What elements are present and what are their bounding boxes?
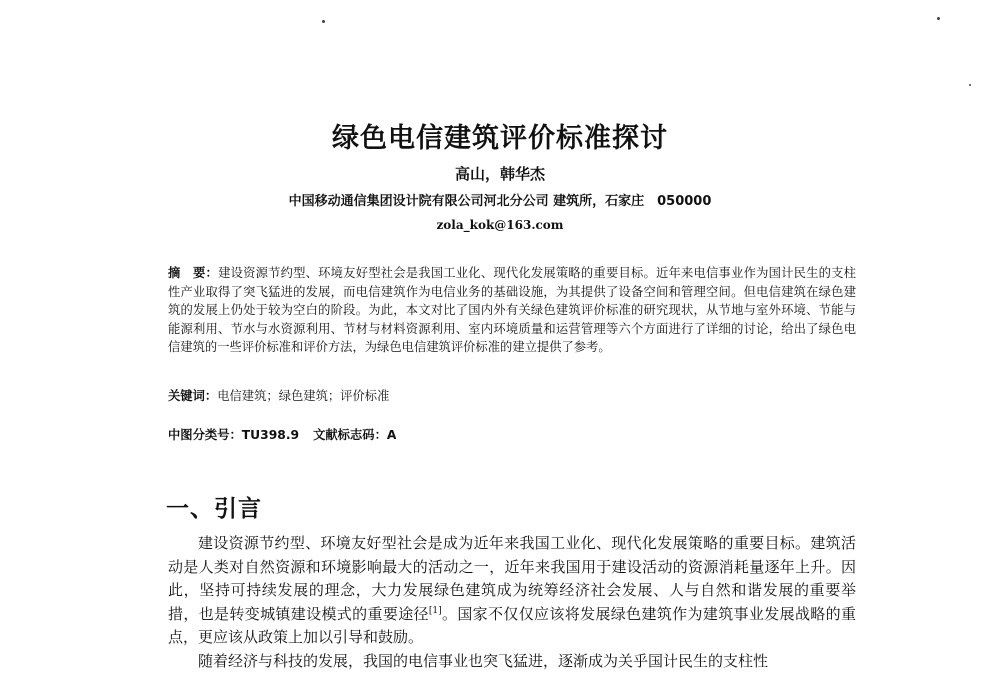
abstract-label: 摘 要： — [168, 266, 218, 280]
scan-speck — [937, 17, 940, 20]
abstract-text: 建设资源节约型、环境友好型社会是我国工业化、现代化发展策略的重要目标。近年来电信事业作为国计民生的支柱性产业取得了突飞猛进的发展，而电信建筑作为电信业务的基础设施，为其提供了设备空间和管理空间。但电信建筑在绿色建筑的发展上仍处于较为空白的阶段。为此，本文对比了国内外有关绿色建筑评价标准的研究现状，从节地与室外环境、节能与能源利用、节水与水资源利用、节材与材料资源利用、室内环境质量和运营管理等六个方面进行了详细的讨论，给出了绿色电信建筑的一些评价标准和评价方法，为绿色电信建筑评价标准的建立提供了参考。 — [168, 266, 856, 354]
keywords-text: 电信建筑；绿色建筑；评价标准 — [217, 389, 389, 403]
scan-speck — [322, 20, 325, 23]
keywords-label: 关键词： — [168, 389, 217, 403]
paragraph-text: 。国家不仅仅应该将发展绿色建筑作为建筑事业发展战略的重点，更应该从政策上加以引导和鼓励。 — [168, 605, 856, 647]
paragraph-text: 建设资源节约型、环境友好型社会是成为近年来我国工业化、现代化发展策略的重要目标。建筑活动是人类对自然资源和环境影响最大的活动之一，近年来我国用于建设活动的资源消耗量逐年上升。因此，坚持可持续发展的理念，大力发展绿色建筑成为统筹经济社会发展、人与自然和谐发展的重要举措，也是转变城镇建设模式的重要途径 — [168, 534, 856, 623]
abstract — [168, 264, 856, 357]
paper-affiliation: 中国移动通信集团设计院有限公司河北分公司 建筑所，石家庄 050000 — [0, 190, 1000, 209]
clc-value: TU398.9 — [242, 428, 299, 442]
author-email: zola_kok@163.com — [0, 218, 1000, 232]
paper-title: 绿色电信建筑评价标准探讨 — [0, 116, 1000, 155]
doc-code-label: 文献标志码： — [313, 428, 387, 442]
classification — [168, 425, 856, 443]
paragraph — [168, 650, 856, 673]
paragraph — [168, 532, 856, 650]
paragraph-text: 随着经济与科技的发展，我国的电信事业也突飞猛进，逐渐成为关乎国计民生的支柱性 — [198, 652, 768, 670]
scan-speck — [969, 84, 971, 86]
keywords — [168, 386, 856, 404]
citation-ref[interactable]: [1] — [429, 606, 442, 616]
paper-authors: 高山，韩华杰 — [0, 163, 1000, 184]
section-heading-introduction: 一、引言 — [166, 490, 262, 523]
doc-code-value: A — [387, 428, 397, 442]
clc-label: 中图分类号： — [168, 428, 242, 442]
body-text — [168, 532, 856, 673]
